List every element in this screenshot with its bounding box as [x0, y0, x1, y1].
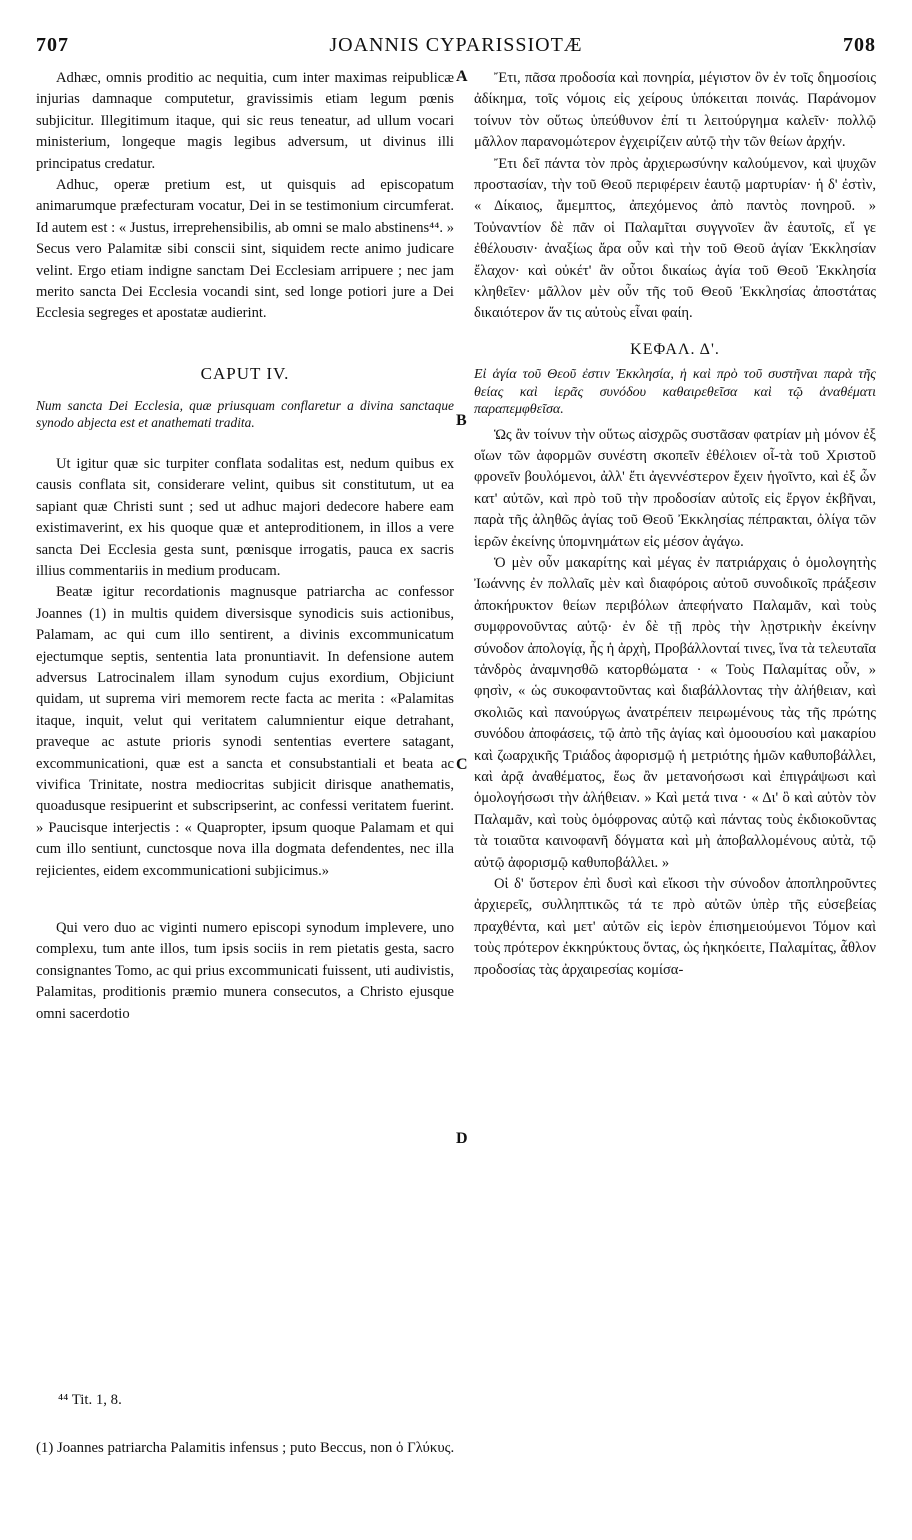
margin-letter-c: C — [456, 756, 468, 773]
running-title: JOANNIS CYPARISSIOTÆ — [329, 34, 583, 56]
running-header — [36, 34, 876, 64]
greek-paragraph-2: Ἔτι δεῖ πάντα τὸν πρὸς ἀρχιερωσύνην καλούμενον, καὶ ψυχῶν προστασίαν, τὴν τοῦ Θεοῦ περιφέρειν ἑαυτῷ μαρτυρίαν· ἡ δ' ἐστὶν, « Δίκαιος, ἄμεμπτος, ἀπεχόμενος ἀπὸ παντὸς πονηροῦ. » Τοὐναντίον δὲ πᾶν οἱ Παλαμῖται συγγνοῖεν ἂν ἑαυτοῖς, εἴ γε ἐθέλουσιν· ἀναξίως ἄρα οὖν καὶ τὴν τοῦ Θεοῦ ἁγίαν Ἐκκλησίαν ἔλαχον· καὶ οὐκέτ' ἂν οὗτοι δικαίως ἁγία τοῦ Θεοῦ Ἐκκλησία κληθεῖεν· μᾶλλον μὲν οὖν τῆς τοῦ Θεοῦ Ἐκκλησίας ἀποστάτας δικαιότερον ἄν τις αὐτοὺς εἶναι φαίη. — [474, 155, 876, 322]
greek-paragraph-4: Ὁ μὲν οὖν μακαρίτης καὶ μέγας ἐν πατριάρχαις ὁ ὁμολογητὴς Ἰωάννης ἐν πολλαῖς μὲν καὶ διαφόροις αὐτοῦ συνοδικοῖς πράξεσιν ἀποκήρυκτον θείων περιβόλων ἀπεφήνατο Παλαμᾶν, καὶ τοὺς συμφρονοῦντας αὐτῷ· ἐν δὲ τῇ πρὸς τὴν λῃστρικὴν ἐκείνην σύνοδον ἀπολογίᾳ, ἧς ἡ ἀρχὴ, Προβάλλονταί τινες, ἵνα τὰ τελευταῖα τἀνδρὸς ἀναμνησθῶ κατορθώματα · « Τοὺς Παλαμίτας οὖν, » φησὶν, « ὡς συκοφαντοῦντας καὶ διαβάλλοντας τὴν ἀλήθειαν, καὶ σκολιῶς καὶ πανούργως ἀνατρέπειν πειρωμένους τὰς τῆς πρώτης συνόδου ἀποφάσεις, τῷ ἀπὸ τῆς ἁγίας καὶ ὁμοουσίου καὶ μακαρίου καὶ ζωαρχικῆς Τριάδος ἀφορισμῷ ἡ μετριότης ἡμῶν καθυποβάλλει, καὶ ἀρᾷ ἀναθέματος, ἕως ἂν μετανοήσωσι καὶ ἐπιγράψωσι καὶ ὁμολογήσωσι τὴν ἀλήθειαν. » Καὶ μετά τινα · « Δι' ὃ καὶ αὐτὸν τὸν Παλαμᾶν, καὶ τοὺς ὁμόφρονας αὐτῷ καὶ πάντας τοὺς ἐκδιοκοῦντας τὰ τοιαῦτα καινοφανῆ δόγματα καὶ μὴ ἀποβαλλομένους αὐτὰ, τῷ αὐτῷ ἀφορισμῷ καθυποβάλλει. » — [474, 554, 876, 871]
greek-column — [474, 68, 876, 981]
latin-paragraph-4: Beatæ igitur recordationis magnusque patriarcha ac confessor Joannes (1) in multis quidem diversisque synodicis suis actionibus, Palamam, ac qui cum illo sentirent, a divinis excommunicatum ejectumque septis, sententia lata pronuntiavit. In defensione autem adversus Latrocinalem illam synodum cujus exordium, Objiciunt quidam, ut suprema viri memorem recte facta ac merita : «Palamitas itaque, inquit, velut qui veritatem calumnientur eique detrahant, praveque ac astute prioris synodi sententias evertere satagant, excommunicationi, quæ est a sancta et consubstantiali et beata ac vivifica Trinitate, nostra mediocritas subjicit dirisque anathematis, quoadusque resipuerint et subscripserint, ac confessi veritatem fuerint. » Paucisque interjectis : « Quapropter, ipsum quoque Palamam et qui cum illo sentiunt, cunctosque nova illa dogmata defendentes, nec illa rejicientes, eidem excommunicationi subjicimus.» — [36, 584, 454, 879]
greek-paragraph-5: Οἱ δ' ὕστερον ἐπὶ δυσὶ καὶ εἴκοσι τὴν σύνοδον ἀποπληροῦντες ἀρχιερεῖς, συλληπτικῶς τά τε πρὸ αὐτῶν ὑπὲρ τῆς εὐσεβείας πραχθέντα, καὶ μετ' αὐτῶν εἰς ἱερὸν ἐπισημειούμενοι Τόμον καὶ τοὺς πρότερον ἐκκηρύκτους ὄντας, ὡς ἠκηκόειτε, Παλαμίτας, ἆθλον προδοσίας τὰς ἀρχαιρεσίας κομίσα- — [474, 876, 876, 978]
latin-column — [36, 68, 454, 1025]
latin-paragraph-1: Adhæc, omnis proditio ac nequitia, cum inter maximas reipublicæ injurias damnaque computetur, gravissimis etiam legum pœnis subjicitur. Illegitimum itaque, qui sic reus teneatur, ad ullum vocari ministerium, longeque magis legibus adversum, ut divinus illi principatus credatur. — [36, 70, 454, 172]
latin-paragraph-2: Adhuc, operæ pretium est, ut quisquis ad episcopatum animarumque præfecturam vocatur, Dei in se testimonium circumferat. Id autem est : « Justus, irreprehensibilis, ab omni se malo abstinens⁴⁴. » Secus vero Palamitæ sibi conscii sint, siquidem recte animo judicare velint. Ergo etiam indigne sanctam Dei Ecclesiam arripuere ; nec jam merito sancta Dei Ecclesia vocandi sint, sed longe potiori jure a Dei Ecclesia segreges et apostatæ audierint. — [36, 177, 454, 322]
greek-chapter-heading: ΚΕΦΑΛ. Δ'. — [630, 340, 720, 358]
editorial-footnote: (1) Joannes patriarcha Palamitis infensus ; puto Beccus, non ὁ Γλύκυς. — [36, 1440, 455, 1456]
latin-paragraph-3: Ut igitur quæ sic turpiter conflata sodalitas est, nedum quibus ex causis conflata sit, considerare velint, quibus sit constitutum, ut ea sapiant quæ Christi sunt ; sed ut adhuc majori dedecore habere eam existimaverint, ex his quoque quæ et anteproditionem, in illos a vere sancta Dei Ecclesia gesta sunt, pœnisque irrogatis, pauca ex sacris illius commentariis in medium producam. — [36, 455, 454, 579]
page-number-right: 708 — [843, 34, 876, 56]
scripture-footnote: ⁴⁴ Tit. 1, 8. — [58, 1392, 122, 1408]
page-number-left: 707 — [36, 34, 69, 56]
latin-chapter-heading: CAPUT IV. — [200, 363, 290, 383]
latin-paragraph-5: Qui vero duo ac viginti numero episcopi synodum implevere, uno complexu, tum ante illos, tum ipsis sociis in rem pietatis gesta, sacro consignantes Tomo, ac qui prius excommunicati fuissent, uti audivistis, Palamitas, proditionis præmio munera consecutos, a Christo ejusque omni sacerdotio — [36, 920, 454, 1022]
latin-chapter-summary: Num sancta Dei Ecclesia, quæ priusquam conflaretur a divina sanctaque synodo abjecta est et anathemati tradita. — [36, 398, 454, 431]
margin-letter-a: A — [456, 68, 468, 85]
greek-paragraph-3: Ὡς ἂν τοίνυν τὴν οὕτως αἰσχρῶς συστᾶσαν φατρίαν μὴ μόνον ἐξ οἵων τῶν ἀφορμῶν συνέστη σκοπεῖν ἐθέλοιεν οἷ-τὰ τοῦ Χριστοῦ φρονεῖν βουλόμενοι, ἀλλ' ἔτι ἀγεννέστερον ἔχειν ἡγοῖντο, καὶ ἐξ ὧν κατ' αὐτῶν, καὶ πρὸ τοῦ τὴν προδοσίαν αὐτοῖς εἰς ἔργον ἐκβῆναι, παρὰ τῆς ἀληθῶς ἁγίας τοῦ Θεοῦ Ἐκκλησίας πέπρακται, ὀλίγα τῶν ἱερῶν ἐκείνης ὑπομνημάτων εἰς μέσον ἀγάγω. — [474, 426, 876, 550]
margin-letter-d: D — [456, 1130, 468, 1147]
greek-paragraph-1: Ἔτι, πᾶσα προδοσία καὶ πονηρία, μέγιστον ὂν ἐν τοῖς δημοσίοις ἀδίκημα, τοῖς νόμοις εἰς χείρους ὑπόκειται ποινάς. Παράνομον τοίνυν τὸν οὕτως ὑπεύθυνον ἐπί τι λειτούργημα καλεῖν· πολλῷ μᾶλλον παρανομώτερον ἐγχειρίζειν αὐτῷ τὴν τῶν θείων ἀρχήν. — [474, 70, 876, 151]
greek-chapter-summary: Εἰ ἁγία τοῦ Θεοῦ ἐστιν Ἐκκλησία, ἡ καὶ πρὸ τοῦ συστῆναι παρὰ τῆς θείας καὶ ἱερᾶς συνόδου καθαιρεθεῖσα καὶ τῷ ἀναθέματι παραπεμφθεῖσα. — [474, 367, 876, 418]
margin-letter-b: B — [456, 412, 467, 429]
